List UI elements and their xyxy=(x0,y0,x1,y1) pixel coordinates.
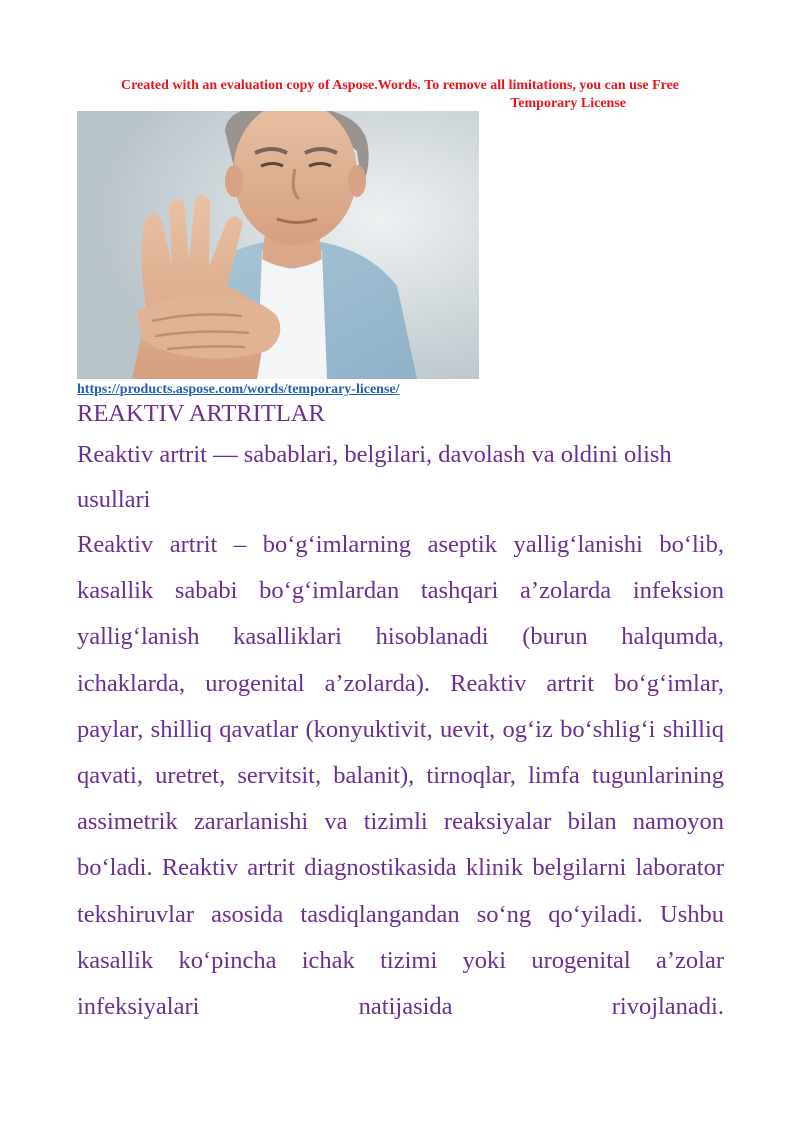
watermark-line-2: Temporary License xyxy=(510,96,626,111)
photo-illustration xyxy=(77,111,479,379)
article-photo xyxy=(77,111,479,379)
watermark-line-1: Created with an evaluation copy of Aspose.Words. To remove all limitations, you can use Free xyxy=(120,78,680,93)
article-heading: REAKTIV ARTRITLAR xyxy=(77,400,325,427)
article-body xyxy=(77,396,724,1030)
article-paragraph: Reaktiv artrit – bo‘g‘imlarning aseptik yallig‘lanishi bo‘lib, kasallik sababi bo‘g‘imlardan tashqari a’zolarda infeksion yallig‘lanish kasalliklari hisoblanadi (burun halqumda, ichaklarda, urogenital a’zolarda). Reaktiv artrit bo‘g‘imlar, paylar, shilliq qavatlar (konyuktivit, uevit, og‘iz bo‘shlig‘i shilliq qavati, uretret, servitsit, balanit), tirnoqlar, limfa tugunlarining assimetrik zararlanishi va tizimli reaksiyalar bilan namoyon bo‘ladi. Reaktiv artrit diagnostikasida klinik belgilarni laborator tekshiruvlar asosida tasdiqlangandan so‘ng qo‘yiladi. Ushbu kasallik ko‘pincha ichak tizimi yoki urogenital a’zolar infeksiyalari natijasida rivojlanadi. xyxy=(77,531,724,1021)
evaluation-watermark xyxy=(76,77,724,113)
temporary-license-link[interactable]: https://products.aspose.com/words/temporary-license/ xyxy=(77,382,400,397)
article-subtitle: Reaktiv artrit — sabablari, belgilari, davolash va oldini olish usullari xyxy=(77,441,672,513)
